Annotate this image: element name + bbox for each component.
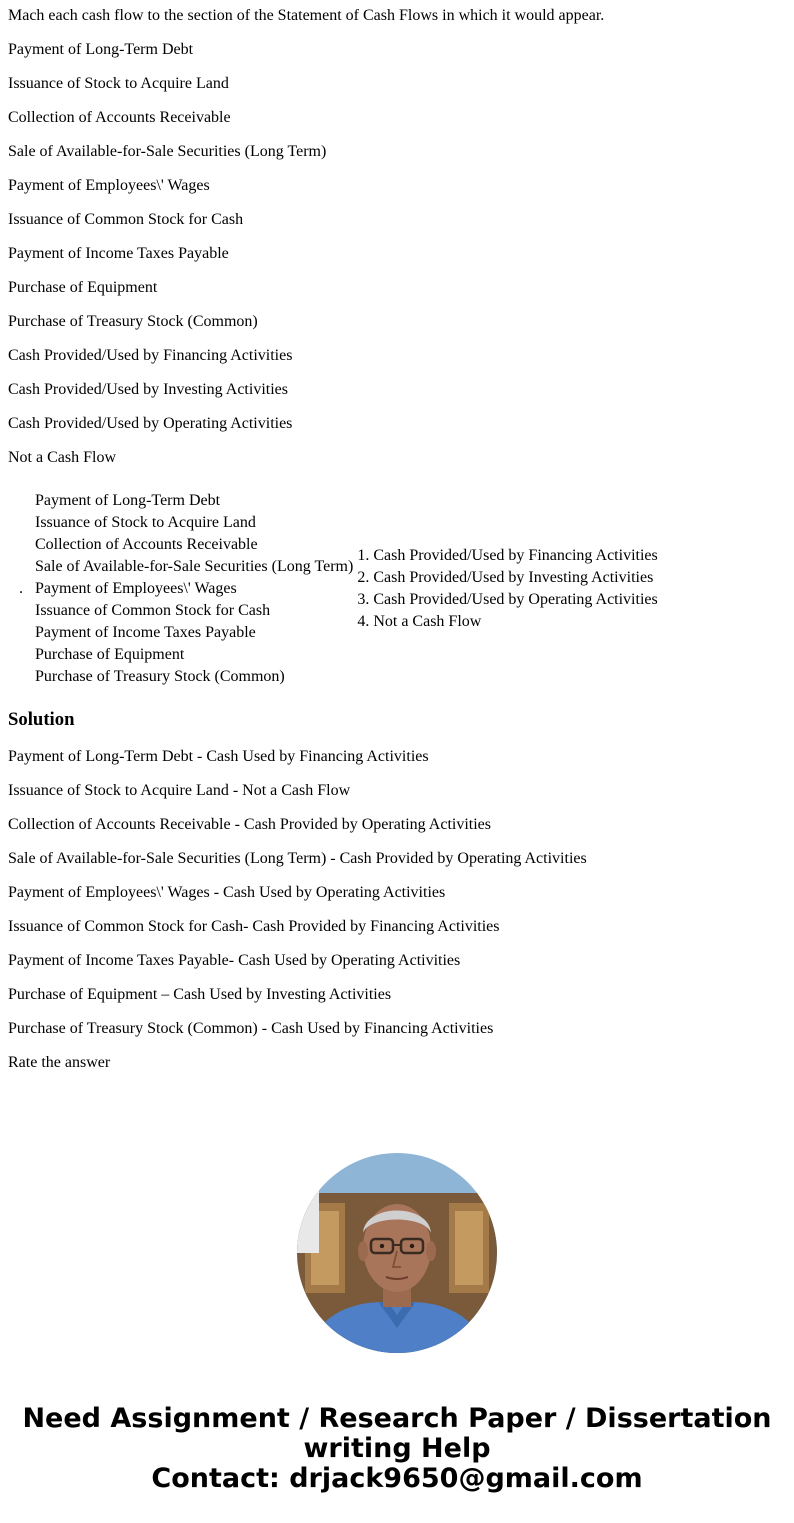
question-item: Purchase of Equipment	[8, 279, 158, 296]
cash-flow-item: Payment of Employees\' Wages	[35, 580, 237, 597]
matching-table	[8, 487, 661, 691]
solution-answer: Issuance of Common Stock for Cash- Cash Provided by Financing Activities	[8, 918, 500, 935]
cash-flow-item: Payment of Income Taxes Payable	[35, 624, 256, 641]
rate-answer-text: Rate the answer	[8, 1054, 111, 1071]
cash-flow-list	[34, 489, 354, 689]
solution-answer: Purchase of Equipment – Cash Used by Investing Activities	[8, 986, 392, 1003]
portrait-illustration	[297, 1153, 497, 1353]
question-item: Purchase of Treasury Stock (Common)	[8, 313, 258, 330]
section-option: 3. Cash Provided/Used by Operating Activities	[357, 591, 658, 608]
question-item: Collection of Accounts Receivable	[8, 109, 231, 126]
cash-flow-item: Issuance of Stock to Acquire Land	[35, 514, 256, 531]
promo-line: Need Assignment / Research Paper / Dissertation	[22, 1403, 772, 1434]
cash-flow-item: Issuance of Common Stock for Cash	[35, 602, 271, 619]
section-option-list	[356, 489, 658, 689]
section-option: 1. Cash Provided/Used by Financing Activities	[357, 547, 658, 564]
cash-flow-item: Sale of Available-for-Sale Securities (Long Term)	[35, 558, 354, 575]
solution-answer: Collection of Accounts Receivable - Cash Provided by Operating Activities	[8, 816, 492, 833]
question-prompt: Mach each cash flow to the section of the Statement of Cash Flows in which it would appear.	[8, 7, 605, 24]
cash-flow-item: Collection of Accounts Receivable	[35, 536, 258, 553]
question-item: Sale of Available-for-Sale Securities (Long Term)	[8, 143, 327, 160]
author-avatar	[297, 1153, 497, 1353]
solution-answer: Payment of Long-Term Debt - Cash Used by Financing Activities	[8, 748, 429, 765]
question-item: Payment of Income Taxes Payable	[8, 245, 229, 262]
solution-answer: Sale of Available-for-Sale Securities (Long Term) - Cash Provided by Operating Activities	[8, 850, 587, 867]
row-marker: .	[19, 580, 23, 597]
cash-flow-item: Purchase of Equipment	[35, 646, 185, 663]
question-item: Cash Provided/Used by Investing Activities	[8, 381, 288, 398]
cash-flow-item: Purchase of Treasury Stock (Common)	[35, 668, 285, 685]
question-item: Not a Cash Flow	[8, 449, 116, 466]
question-item: Cash Provided/Used by Operating Activities	[8, 415, 293, 432]
question-item: Payment of Employees\' Wages	[8, 177, 210, 194]
question-item: Issuance of Stock to Acquire Land	[8, 75, 229, 92]
promo-line: writing Help	[303, 1433, 491, 1464]
promo-banner	[0, 1404, 794, 1494]
solution-heading: Solution	[8, 709, 75, 730]
promo-contact: Contact: drjack9650@gmail.com	[151, 1463, 643, 1494]
section-option: 2. Cash Provided/Used by Investing Activities	[357, 569, 654, 586]
question-item: Payment of Long-Term Debt	[8, 41, 194, 58]
solution-answer: Issuance of Stock to Acquire Land - Not a Cash Flow	[8, 782, 351, 799]
question-item: Issuance of Common Stock for Cash	[8, 211, 244, 228]
solution-answer: Purchase of Treasury Stock (Common) - Cash Used by Financing Activities	[8, 1020, 494, 1037]
cash-flow-item: Payment of Long-Term Debt	[35, 492, 221, 509]
section-option: 4. Not a Cash Flow	[357, 613, 482, 630]
solution-answer: Payment of Employees\' Wages - Cash Used by Operating Activities	[8, 884, 446, 901]
question-item: Cash Provided/Used by Financing Activities	[8, 347, 293, 364]
solution-answer: Payment of Income Taxes Payable- Cash Used by Operating Activities	[8, 952, 461, 969]
